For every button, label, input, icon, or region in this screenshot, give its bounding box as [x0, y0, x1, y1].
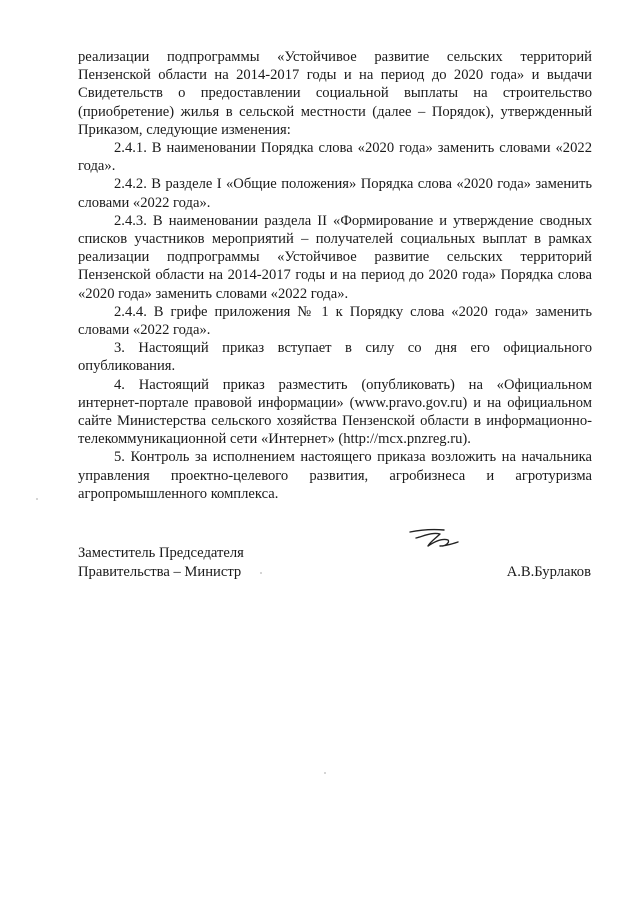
paragraph-3: 3. Настоящий приказ вступает в силу со дня его официального опубликования.: [78, 340, 592, 375]
signatory-position-line-1: Заместитель Председателя: [78, 545, 244, 561]
paragraph-2-4-4: 2.4.4. В грифе приложения № 1 к Порядку слова «2020 года» заменить словами «2022 года».: [78, 303, 592, 339]
paragraph-5: 5. Контроль за исполнением настоящего приказа возложить на начальника управления проектно-целевого развития, агробизнеса и агротуризма агропромышленного комплекса.: [78, 449, 592, 502]
scan-speck: [324, 772, 326, 774]
paragraph-2-4-1: 2.4.1. В наименовании Порядка слова «2020 года» заменить словами «2022 года».: [78, 140, 592, 175]
scan-speck: [260, 572, 262, 574]
paragraph-continuation: реализации подпрограммы «Устойчивое развитие сельских территорий Пензенской области на 2014-2017 годы и на период до 2020 года» и выдачи Свидетельств о предоставлении социальной выплаты на строительство (приобретение) жилья в сельской местности (далее – Порядок), утвержденный Приказом, следующие изменения:: [78, 49, 592, 138]
signatory-name: А.В.Бурлаков: [506, 564, 591, 580]
handwritten-signature: [406, 524, 466, 554]
signatory-position: [78, 544, 244, 581]
paragraph-2-4-2: 2.4.2. В разделе I «Общие положения» Порядка слова «2020 года» заменить словами «2022 года».: [78, 176, 592, 211]
signatory-position-line-2: Правительства – Министр: [78, 563, 242, 580]
scan-speck: [36, 498, 38, 500]
document-body: [78, 48, 592, 503]
paragraph-4: 4. Настоящий приказ разместить (опубликовать) на «Официальном интернет-портале правовой информации» (www.pravo.gov.ru) и на официальном сайте Министерства сельского хозяйства Пензенской области в информационно-телекоммуникационной сети «Интернет» (http://mcx.pnzreg.ru).: [78, 376, 592, 448]
paragraph-2-4-3: 2.4.3. В наименовании раздела II «Формирование и утверждение сводных списков участников мероприятий – получателей социальных выплат в рамках реализации подпрограммы «Устойчивое развитие сельских территорий Пензенской области на 2014-2017 годы и на период до 2020 года» Порядка слова «2020 года» заменить словами «2022 года».: [78, 212, 592, 302]
